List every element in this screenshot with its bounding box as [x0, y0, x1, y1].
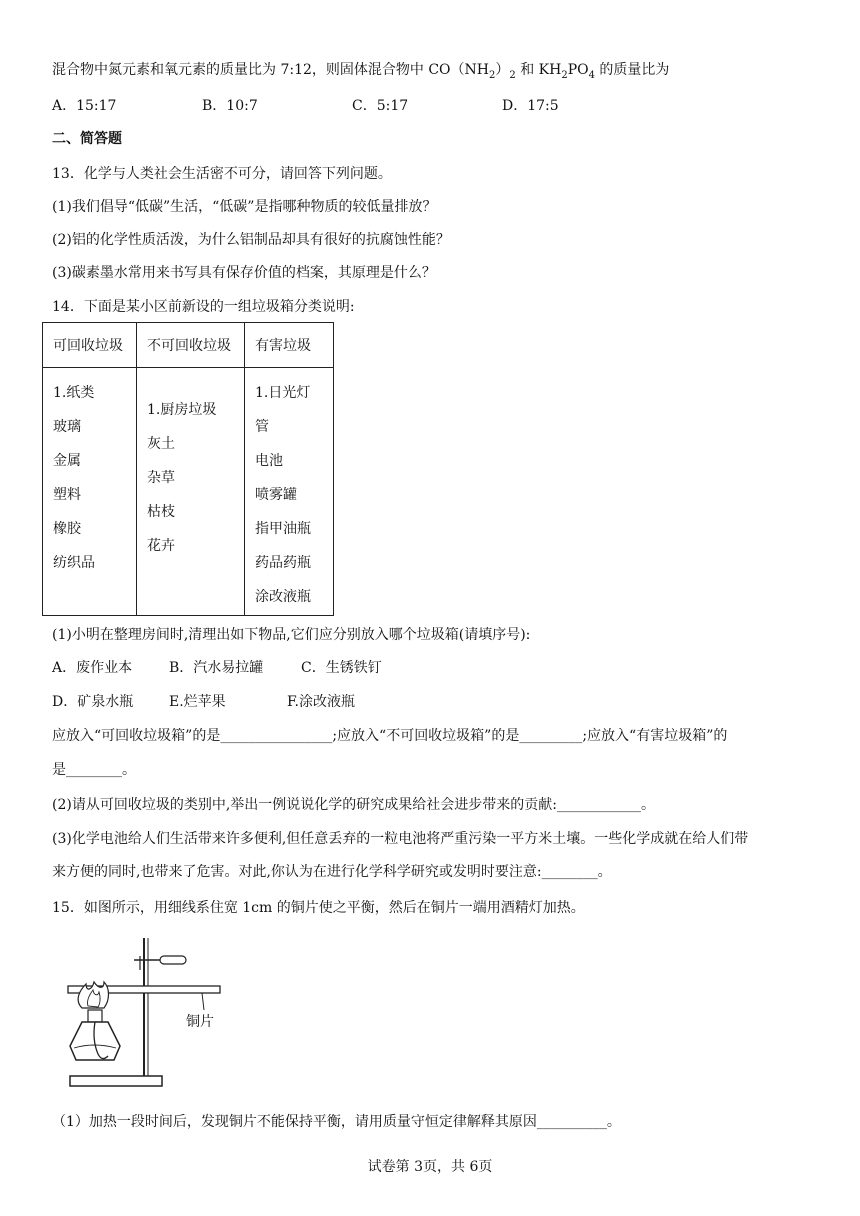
q13-part2: (2)铝的化学性质活泼，为什么铝制品却具有很好的抗腐蚀性能？: [52, 232, 450, 248]
q14-fill-line1: 应放入“可回收垃圾箱”的是________________;应放入“不可回收垃圾箱”的是_________;应放入“有害垃圾箱”的: [52, 728, 728, 744]
q13-part1: (1)我们倡导“低碳”生活，“低碳”是指哪种物质的较低量排放？: [52, 199, 437, 215]
list-item: 1.纸类: [53, 385, 95, 401]
list-item: 橡胶: [53, 521, 81, 537]
list-item: 1.日光灯管: [255, 385, 311, 435]
apparatus-figure: [64, 930, 234, 1090]
header-recyclable: 可回收垃圾: [43, 323, 137, 368]
cell-hazardous: [245, 368, 334, 616]
q14-part3-line1: (3)化学电池给人们生活带来许多便利,但任意丢弃的一粒电池将严重污染一平方米土壤。一些化学成就在给人们带: [52, 831, 749, 847]
q15-stem: 15．如图所示，用细线系住宽 1cm 的铜片使之平衡，然后在铜片一端用酒精灯加热。: [52, 900, 585, 916]
list-item: 金属: [53, 453, 81, 469]
header-hazardous: 有害垃圾: [245, 323, 334, 368]
q12-options: [52, 96, 559, 116]
q14-items-row2: [52, 692, 355, 712]
list-item: 杂草: [147, 470, 175, 486]
item-c: C．生锈铁钉: [301, 660, 382, 676]
list-item: 枯枝: [147, 504, 175, 520]
list-item: 喷雾罐: [255, 487, 297, 503]
page-footer: 试卷第 3页，共 6页: [367, 1159, 493, 1175]
item-f: F.涂改液瓶: [287, 694, 355, 710]
option-d: D．17:5: [502, 98, 559, 114]
item-e: E.烂苹果: [169, 694, 226, 710]
figure-label-copper: 铜片: [186, 1014, 214, 1030]
option-a: A．15:17: [52, 98, 117, 114]
q14-stem: 14．下面是某小区前新设的一组垃圾箱分类说明:: [52, 299, 355, 315]
clamp-knob: [160, 956, 186, 964]
list-item: 玻璃: [53, 419, 81, 435]
q14-items-row1: [52, 658, 382, 678]
lamp-neck: [88, 1010, 102, 1022]
list-item: 塑料: [53, 487, 81, 503]
q13-part3: (3)碳素墨水常用来书写具有保存价值的档案，其原理是什么？: [52, 265, 436, 281]
list-item: 纺织品: [53, 555, 95, 571]
option-c: C．5:17: [352, 98, 409, 114]
list-item: 灰土: [147, 436, 175, 452]
list-item: 花卉: [147, 538, 175, 554]
q14-part1: (1)小明在整理房间时,清理出如下物品,它们应分别放入哪个垃圾箱(请填序号):: [52, 627, 531, 643]
q13-stem: 13．化学与人类社会生活密不可分，请回答下列问题。: [52, 166, 392, 182]
item-a: A．废作业本: [52, 660, 133, 676]
q12-stem-tail: 混合物中氮元素和氧元素的质量比为 7:12，则固体混合物中 $CO(NH_2)_2$ 和 $KH_2PO_4$ 的质量比为: [52, 62, 670, 81]
header-nonrecyclable: 不可回收垃圾: [137, 323, 245, 368]
cell-nonrecyclable: [137, 368, 245, 616]
q14-part3-line2: 来方便的同时,也带来了危害。对此,你认为在进行化学科学研究或发明时要注意:________。: [52, 864, 612, 880]
option-b: B．10:7: [202, 98, 258, 114]
list-item: 指甲油瓶: [255, 521, 311, 537]
q15-part1: （1）加热一段时间后，发现铜片不能保持平衡，请用质量守恒定律解释其原因__________。: [52, 1114, 621, 1130]
garbage-bin-table: [42, 322, 334, 616]
list-item: 药品药瓶: [255, 555, 311, 571]
cell-recyclable: [43, 368, 137, 616]
stand-base: [70, 1076, 162, 1086]
q14-fill-line2: 是________。: [52, 762, 136, 778]
q14-part2: (2)请从可回收垃圾的类别中,举出一例说说化学的研究成果给社会进步带来的贡献:____________。: [52, 797, 655, 813]
item-b: B．汽水易拉罐: [169, 660, 264, 676]
list-item: 1.厨房垃圾: [147, 402, 217, 418]
list-item: 电池: [255, 453, 283, 469]
list-item: 涂改液瓶: [255, 589, 311, 605]
section-heading: 二、简答题: [52, 131, 122, 147]
item-d: D．矿泉水瓶: [52, 694, 134, 710]
